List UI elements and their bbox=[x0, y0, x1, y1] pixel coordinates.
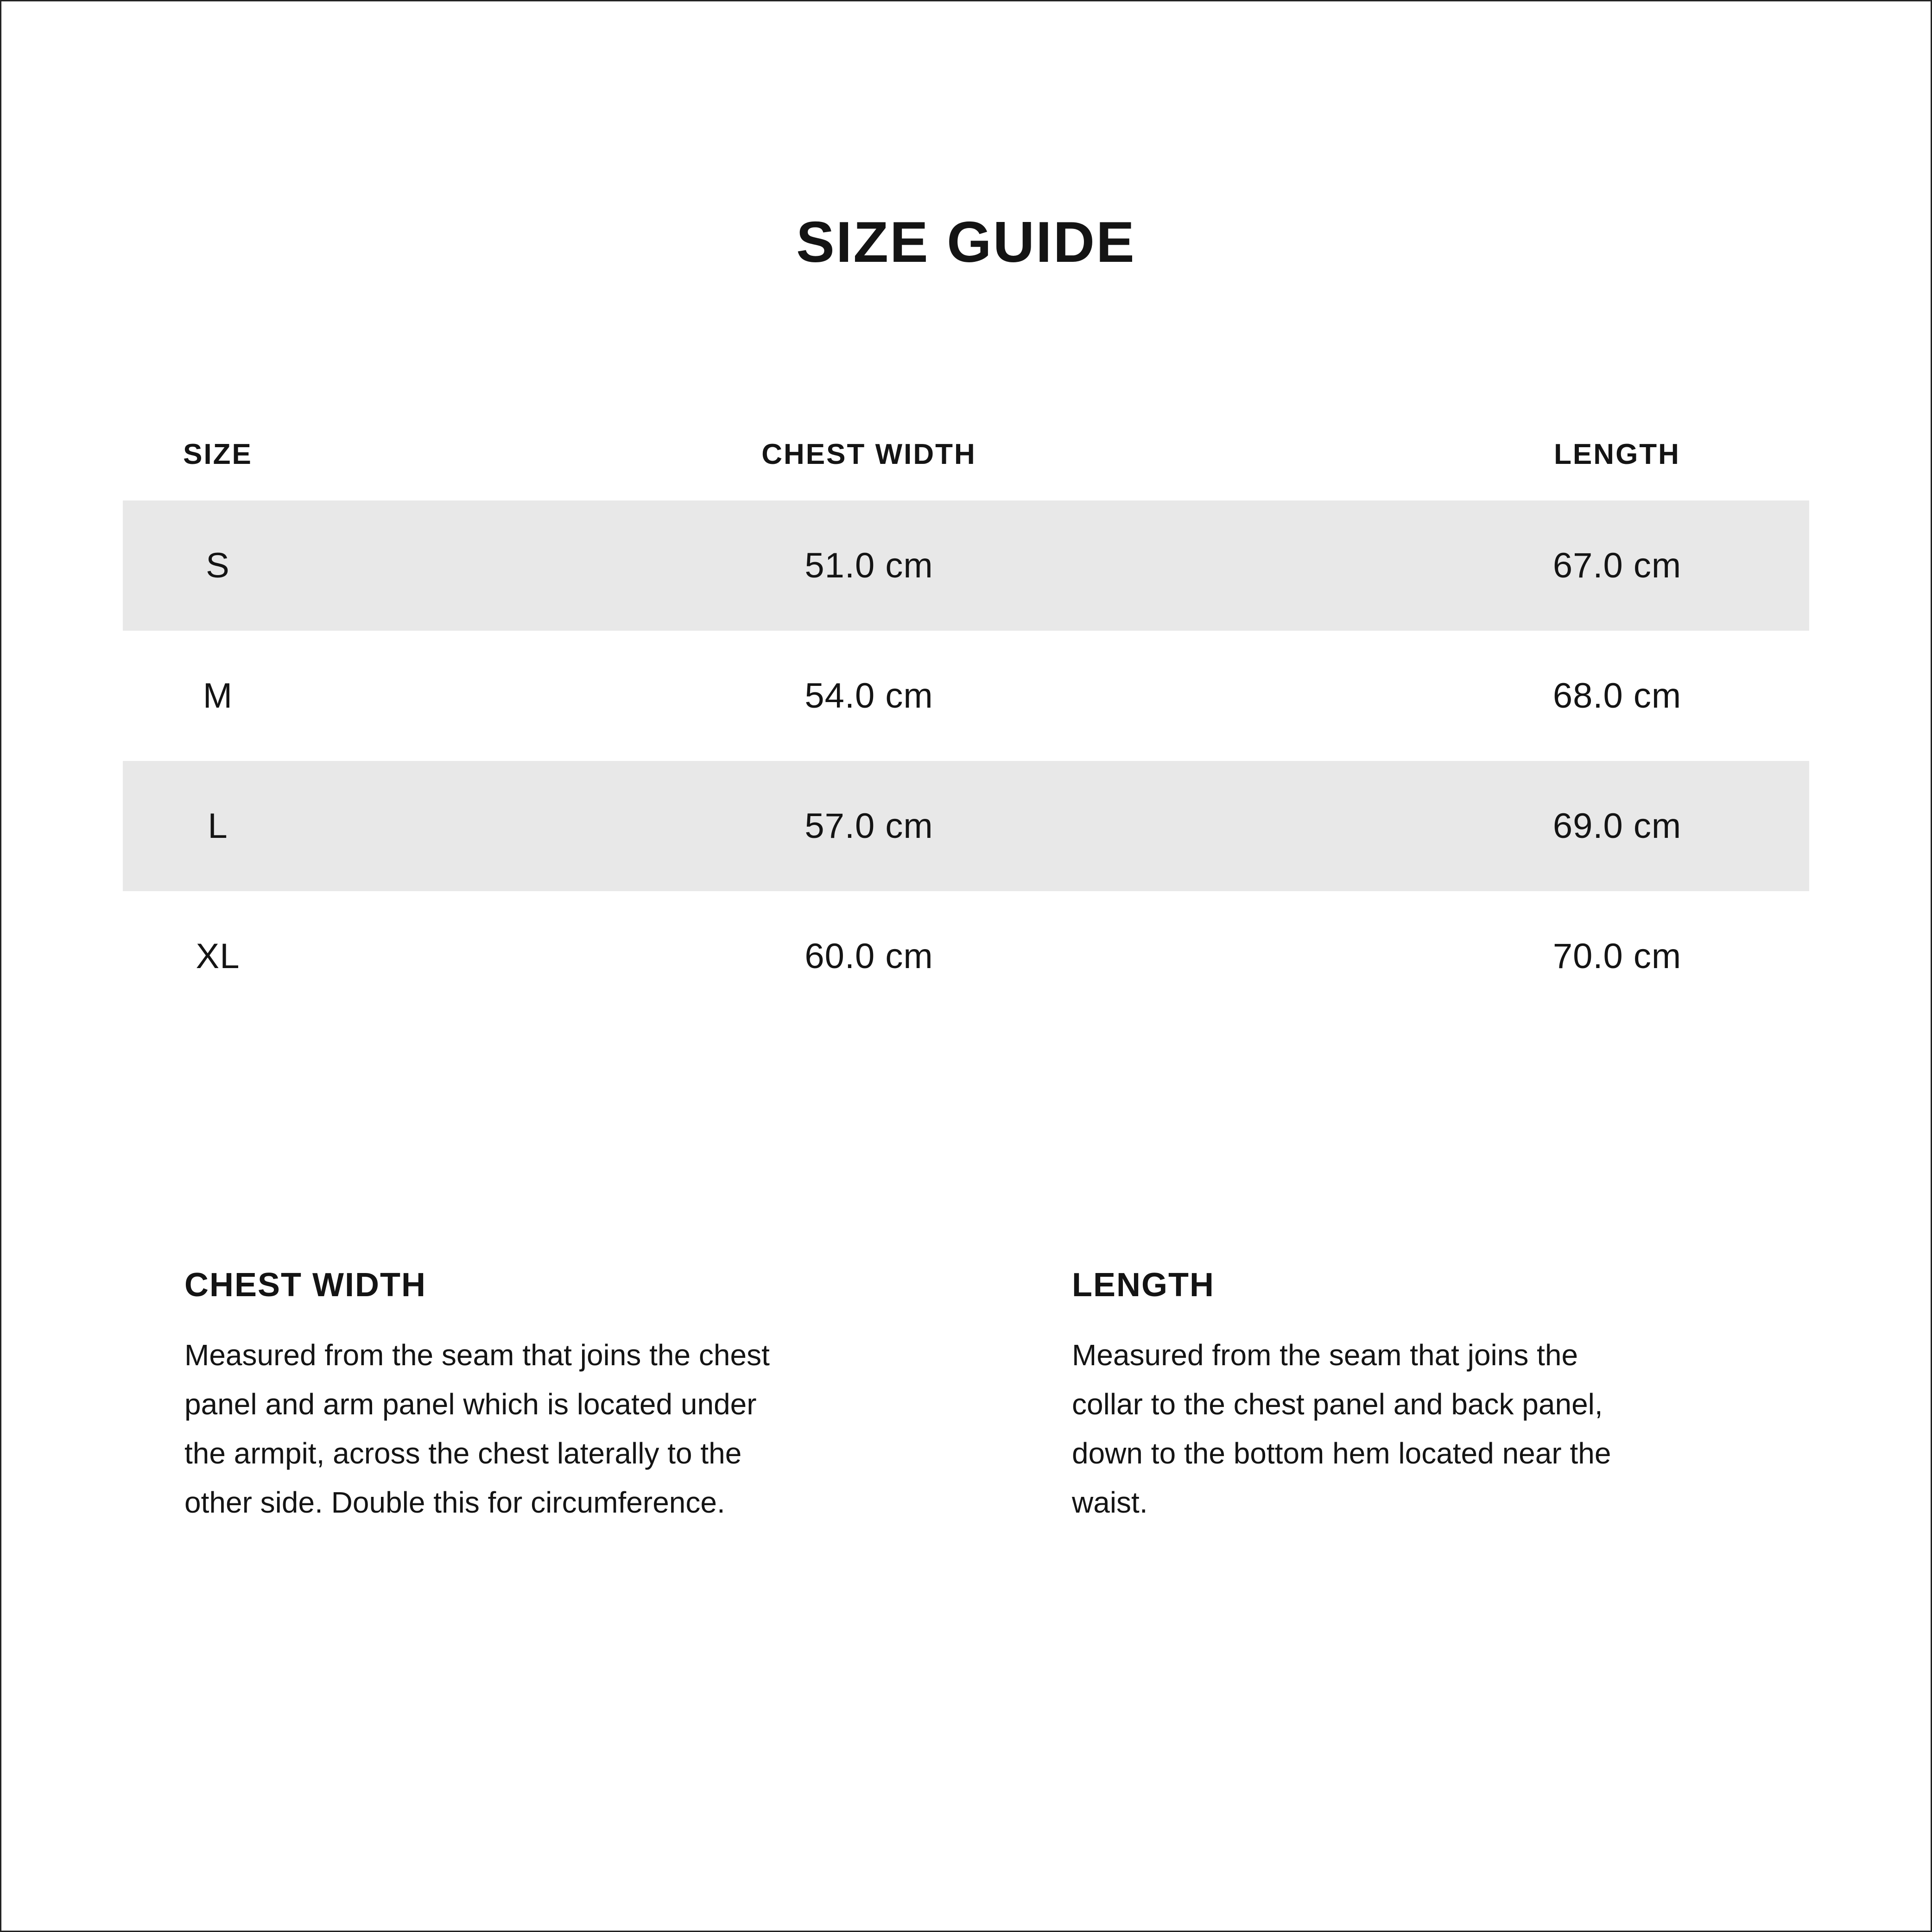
table-row-l bbox=[123, 761, 1809, 891]
size-guide-table bbox=[123, 408, 1809, 1021]
length-value: 67.0 cm bbox=[1552, 546, 1682, 585]
column-header-length: LENGTH bbox=[1554, 438, 1680, 470]
chest-width-definition-heading: CHEST WIDTH bbox=[184, 1267, 426, 1304]
length-definition-text bbox=[1072, 1330, 1804, 1527]
definition-line: the armpit, across the chest laterally to the bbox=[184, 1437, 742, 1470]
chest-width-value: 51.0 cm bbox=[804, 546, 933, 585]
length-value: 69.0 cm bbox=[1552, 806, 1682, 846]
size-label: XL bbox=[196, 937, 240, 976]
definition-line: other side. Double this for circumference. bbox=[184, 1486, 725, 1519]
definition-line: Measured from the seam that joins the chest bbox=[184, 1338, 770, 1372]
size-label: S bbox=[206, 546, 230, 585]
definition-line: Measured from the seam that joins the bbox=[1072, 1338, 1578, 1372]
length-value: 68.0 cm bbox=[1552, 676, 1682, 716]
definition-line: panel and arm panel which is located under bbox=[184, 1387, 757, 1421]
definition-line: down to the bottom hem located near the bbox=[1072, 1437, 1611, 1470]
length-value: 70.0 cm bbox=[1552, 937, 1682, 976]
chest-width-definition bbox=[184, 1268, 963, 1527]
definition-line: collar to the chest panel and back panel, bbox=[1072, 1387, 1603, 1421]
table-row-s bbox=[123, 500, 1809, 631]
chest-width-definition-text bbox=[184, 1330, 963, 1527]
table-row-xl bbox=[123, 891, 1809, 1021]
length-definition-heading: LENGTH bbox=[1072, 1267, 1215, 1304]
column-header-chest-width: CHEST WIDTH bbox=[761, 438, 976, 470]
page-title: SIZE GUIDE bbox=[796, 210, 1136, 274]
table-header-row bbox=[123, 408, 1809, 500]
table-row-m bbox=[123, 631, 1809, 761]
chest-width-value: 54.0 cm bbox=[804, 676, 933, 716]
definition-line: waist. bbox=[1072, 1486, 1148, 1519]
column-header-size: SIZE bbox=[183, 438, 253, 470]
chest-width-value: 57.0 cm bbox=[804, 806, 933, 846]
length-definition bbox=[1072, 1268, 1804, 1527]
chest-width-value: 60.0 cm bbox=[804, 937, 933, 976]
size-label: L bbox=[208, 806, 228, 846]
size-label: M bbox=[203, 676, 233, 716]
